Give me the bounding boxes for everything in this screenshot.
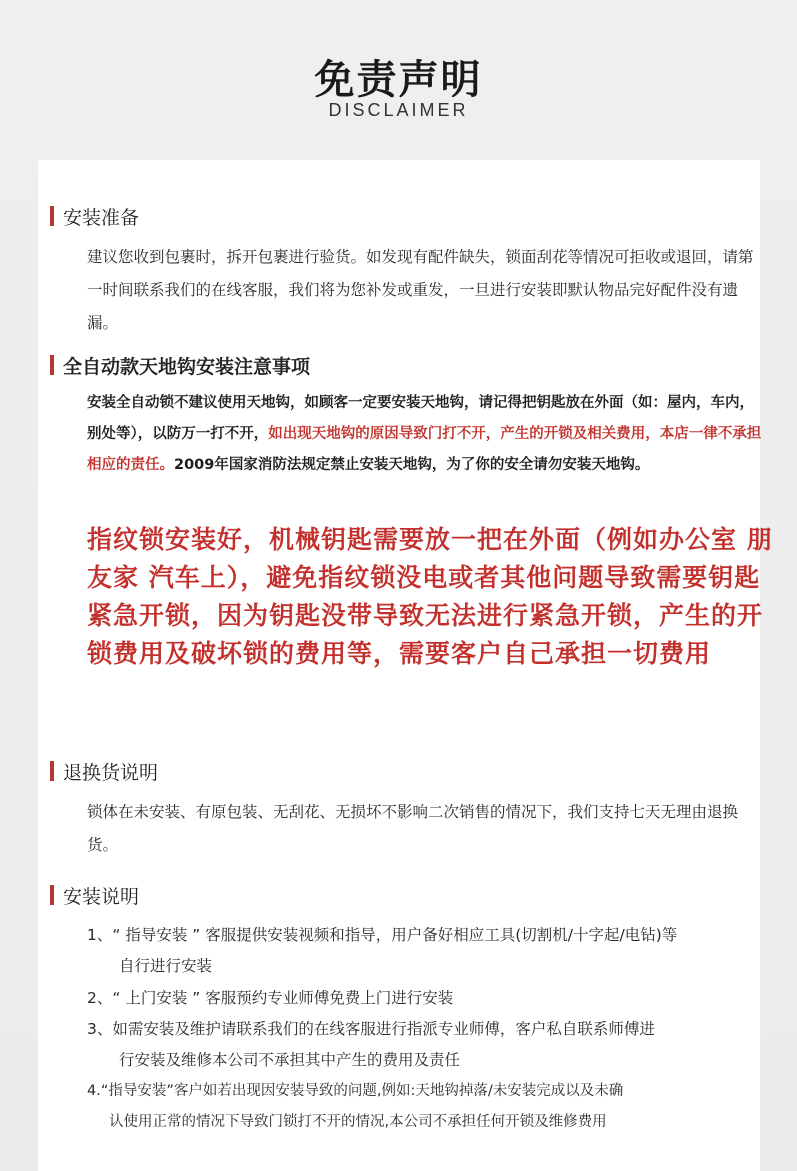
heading-bar (50, 761, 54, 781)
step-4-line-2: 认使用正常的情况下导致门锁打不开的情况,本公司不承担任何开锁及维修费用 (109, 1114, 607, 1130)
install-step-2 (87, 983, 767, 1014)
heading-bar (50, 355, 54, 375)
install-step-3 (87, 1014, 767, 1076)
step-2-line-1: 2、“ 上门安装 ” 客服预约专业师傅免费上门进行安装 (87, 989, 454, 1007)
auto-text-part1: 安装全自动锁不建议使用天地钩，如顾客一定要安装天地钩，请记得把钥匙放在外面（如：屋内，车内，别处等），以防万一打不开， (87, 395, 754, 442)
section-prep-title: 安装准备 (63, 206, 140, 229)
page-subtitle: DISCLAIMER (328, 100, 469, 120)
section-install-title: 安装说明 (63, 885, 140, 908)
section-auto-text (87, 388, 767, 481)
auto-text-red: 如出现天地钩的原因导致门打不开，产生的开锁及相关费用，本店一律不承担相应的责任。 (87, 426, 762, 473)
step-4-line-1: 4.“指导安装”客户如若出现因安装导致的问题,例如:天地钩掉落/未安装完成以及未确 (87, 1083, 624, 1099)
heading-bar (50, 206, 54, 226)
install-step-4 (87, 1076, 767, 1138)
step-3-line-1: 3、如需安装及维护请联系我们的在线客服进行指派专业师傅，客户私自联系师傅进 (87, 1020, 655, 1038)
section-returns-heading (50, 758, 158, 784)
step-1-line-1: 1、“ 指导安装 ” 客服提供安装视频和指导，用户备好相应工具(切割机/十字起/电钻)等 (87, 926, 678, 944)
install-step-1 (87, 920, 767, 982)
page-title: 免责声明 (314, 57, 483, 103)
section-install-heading (50, 882, 139, 908)
auto-text-part2: 2009年国家消防法规定禁止安装天地钩，为了你的安全请勿安装天地钩。 (174, 457, 650, 473)
section-returns-title: 退换货说明 (63, 761, 159, 784)
section-prep-heading (50, 203, 139, 229)
heading-bar (50, 885, 54, 905)
step-1-line-2: 自行进行安装 (119, 957, 213, 975)
section-auto-heading (50, 352, 310, 378)
warning-text: 指纹锁安装好，机械钥匙需要放一把在外面（例如办公室 朋友家 汽车上），避免指纹锁没电或者其他问题导致需要钥匙紧急开锁，因为钥匙没带导致无法进行紧急开锁，产生的开锁费用及破坏锁的费用等，需要客户自己承担一切费用 (87, 525, 773, 668)
section-auto-title: 全自动款天地钩安装注意事项 (63, 355, 311, 378)
section-prep-text: 建议您收到包裹时，拆开包裹进行验货。如发现有配件缺失，锁面刮花等情况可拒收或退回，请第一时间联系我们的在线客服，我们将为您补发或重发，一旦进行安装即默认物品完好配件没有遗漏。 (87, 248, 754, 332)
section-returns-text: 锁体在未安装、有原包装、无刮花、无损坏不影响二次销售的情况下，我们支持七天无理由退换货。 (87, 803, 739, 854)
step-3-line-2: 行安装及维修本公司不承担其中产生的费用及责任 (119, 1051, 461, 1069)
